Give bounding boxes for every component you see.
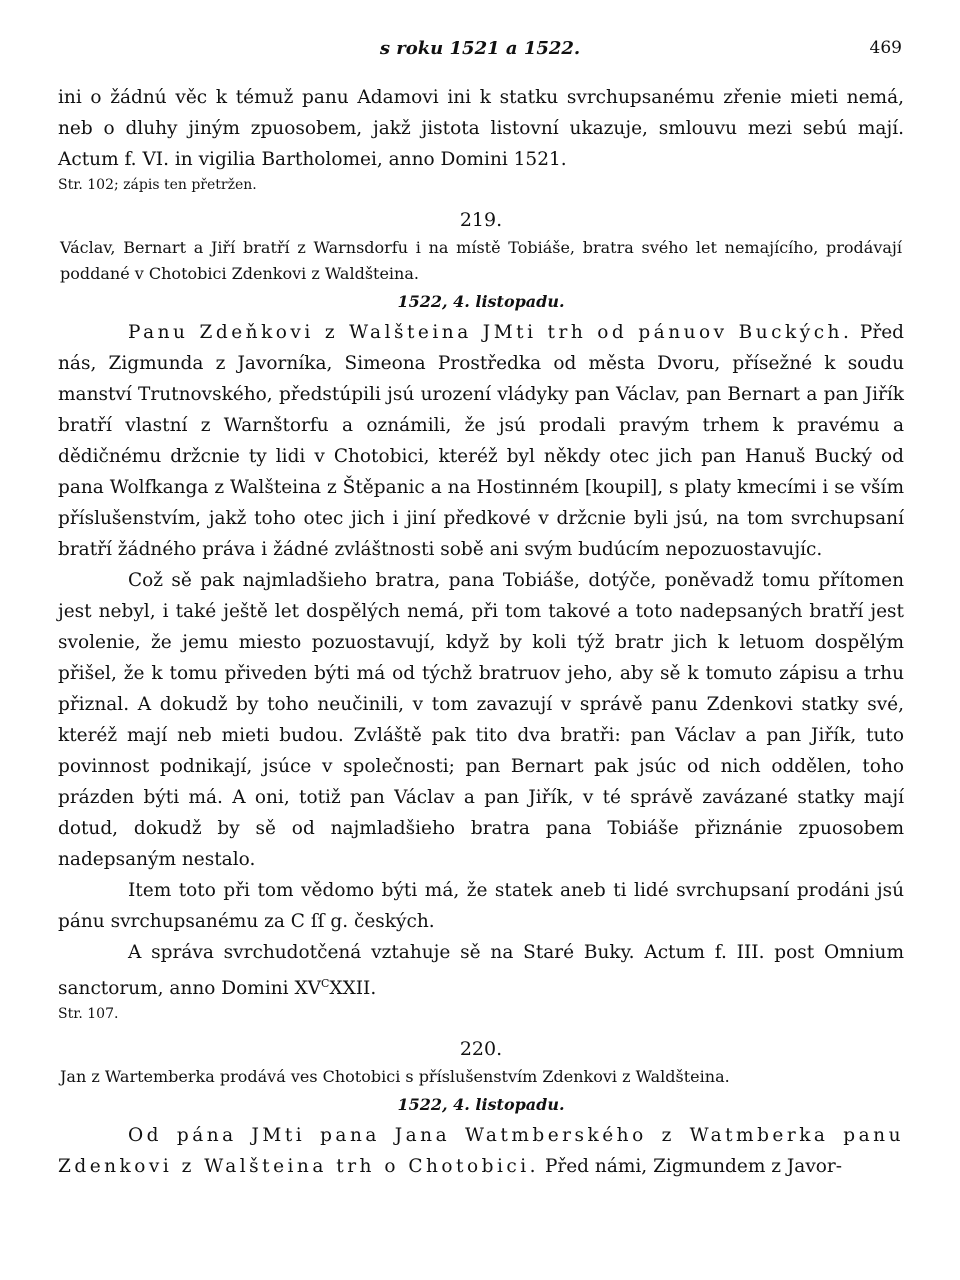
document-paragraph (58, 317, 904, 565)
superscript: C (320, 977, 330, 990)
document-date: 1522, 4. listopadu. (397, 292, 565, 311)
body-text (58, 82, 904, 1182)
document-regest: Jan z Wartemberka prodává ves Chotobici s příslušenstvím Zdenkovi z Waldšteina. (60, 1067, 730, 1087)
source-note: Str. 102; zápis ten přetržen. (58, 177, 257, 193)
running-head (0, 38, 960, 62)
paragraph-text: A správa svrchudotčená vztahuje sě na Staré Buky. Actum f. III. post Omnium sanctorum, anno Domini XV (58, 942, 904, 1000)
source-note: Str. 107. (58, 1006, 119, 1023)
document-paragraph: Item toto při tom vědomo býti má, že statek aneb ti lidé svrchupsaní prodáni jsú pánu svrchupsanému za C ſſ g. českých. (58, 880, 904, 932)
document-date: 1522, 4. listopadu. (397, 1095, 565, 1115)
document-paragraph (58, 1120, 904, 1182)
document-incipit: Panu Zdeňkovi z Walšteina JMti trh od pánuov Buckých. (128, 322, 853, 343)
running-title: s roku 1521 a 1522. (379, 38, 581, 59)
paragraph-text: XXII. (329, 978, 377, 1000)
paragraph-text: Před nás, Zigmunda z Javorníka, Simeona Prostředka od města Dvoru, přísežné k soudu manství Trutnovského, předstúpili jsú urození vládyky pan Václav, pan Bernart a pan Jiřík bratří vlastní z Warnštorfu a oznámili, že jsú prodali pravým trhem k pravému a dědičnému držcnie ty lidi v Chotobici, kteréž byl někdy otec jich pan Hanuš Bucký od pana Wolfkanga z Walšteina z Štěpanic a na Hostinném [koupil], s platy kmecími i se vším příslušenstvím, jakž toho otec jich i jiní předkové v držcnie byli jsú, na tom svrchupsaní bratří žádného práva i žádné zvláštnosti sobě ani svým budúcím nepozuostavujíc. (58, 322, 905, 560)
document-regest: Václav, Bernart a Jiří bratří z Warnsdorfu i na místě Tobiáše, bratra svého let nemajícího, prodávají poddané v Chotobici Zdenkovi z Waldšteina. (60, 238, 902, 283)
document-incipit: Od pána JMti pana Jana Watmberského z Watmberka panu Zdenkovi z Walšteina trh o Chotobici. (58, 1125, 904, 1178)
document-paragraph (58, 937, 904, 1004)
paragraph-text: Před námi, Zigmundem z Javor- (544, 1156, 843, 1178)
document-number: 220. (459, 1038, 503, 1061)
page-number: 469 (869, 38, 902, 58)
document-number: 219. (459, 209, 503, 231)
document-paragraph: Což sě pak najmladšieho bratra, pana Tobiáše, dotýče, poněvadž tomu přítomen jest nebyl, i také ještě let dospělých nemá, při tom takové a toto nadepsaných bratří jest svolenie, že jemu miesto pozuostavují, když by koli týž bratr jich k letuom dospělým přišel, že k tomu přiveden býti má od týchž bratruov jeho, aby sě k tomuto zápisu a trhu přiznal. A dokudž by toho neučinili, v tom zavazují v správě panu Zdenkovi statky své, kteréž mají neb mieti budou. Zvláště pak tito dva bratři: pan Václav a pan Jiřík, tuto povinnost podnikají, jsúce v společnosti; pan Bernart pak jsúc od nich oddělen, toho prázden býti má. A oni, totiž pan Václav a pan Jiřík, v té správě zavázané statky mají dotud, dokudž by sě od najmladšieho bratra pana Tobiáše přiznánie zpuosobem nadepsaným nestalo. (58, 570, 904, 870)
continuation-paragraph: ini o žádnú věc k témuž panu Adamovi ini k statku svrchupsanému zřenie mieti nemá, neb o dluhy jiným zpuosobem, jakž jistota listovní ukazuje, smlouvu mezi sebú mají. Actum f. VI. in vigilia Bartholomei, anno Domini 1521. (58, 87, 904, 170)
